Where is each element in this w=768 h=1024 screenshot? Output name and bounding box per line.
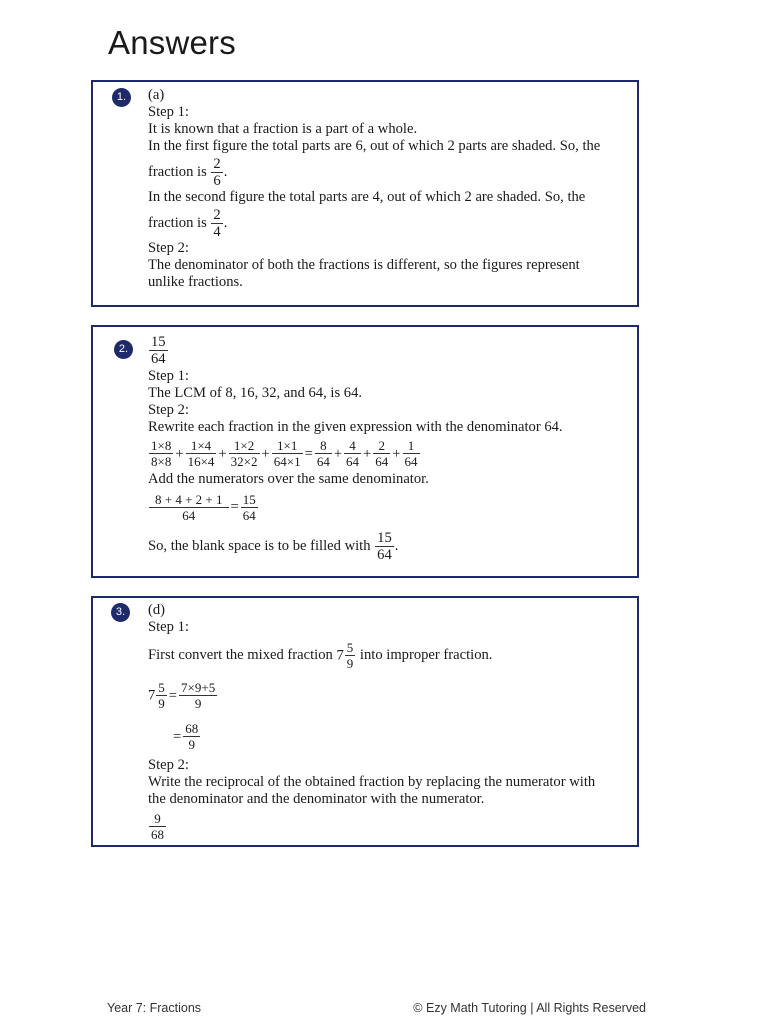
fraction [186, 438, 217, 469]
question-number-badge: 3. [111, 603, 130, 622]
text-fragment: into improper fraction. [359, 647, 493, 663]
denominator: 32×2 [230, 454, 258, 470]
period: . [223, 215, 228, 232]
text-line: The LCM of 8, 16, 32, and 64, is 64. [148, 385, 363, 401]
step-label: Step 1: [148, 619, 189, 635]
denominator: 64×1 [273, 454, 301, 470]
denominator: 64 [316, 454, 330, 470]
text-fragment: fraction is [148, 164, 207, 180]
numerator: 8 + 4 + 2 + 1 [149, 492, 229, 508]
denominator: 64 [375, 454, 389, 470]
text-line: Rewrite each fraction in the given expression with the denominator 64. [148, 419, 563, 435]
fraction [183, 721, 200, 752]
step-label: Step 2: [148, 402, 189, 418]
numerator: 68 [185, 721, 199, 737]
step-label: Step 1: [148, 104, 189, 120]
plus-sign: + [392, 445, 401, 462]
period: . [223, 164, 228, 180]
denominator: 4 [213, 224, 221, 241]
fraction [229, 438, 260, 469]
fraction-line [148, 155, 627, 189]
answer-box-3 [91, 596, 639, 847]
fraction [272, 438, 303, 469]
text-line: In the second figure the total parts are 4, out of which 2 are shaded. So, the [148, 189, 586, 206]
fraction [373, 438, 390, 469]
step-label: Step 2: [148, 240, 189, 257]
fraction [156, 680, 167, 711]
denominator: 9 [158, 696, 165, 712]
fraction [211, 207, 222, 240]
page-title: Answers [108, 24, 236, 61]
text-line [148, 636, 627, 675]
question-number-badge: 1. [112, 88, 131, 107]
equation-line [148, 488, 627, 527]
equation-line [148, 716, 627, 757]
answer-fraction [149, 334, 168, 367]
numerator: 2 [213, 207, 221, 224]
fraction [179, 680, 217, 711]
answer-content-3 [148, 602, 627, 844]
fraction [344, 438, 361, 469]
fraction [149, 492, 229, 523]
numerator: 1×8 [151, 438, 172, 454]
equation-line [148, 436, 627, 471]
numerator: 4 [344, 438, 361, 454]
numerator: 5 [158, 680, 165, 696]
answer-box-1 [91, 80, 639, 307]
fraction [375, 530, 394, 563]
text-line: the denominator and the denominator with the numerator. [148, 790, 485, 807]
equals-sign: = [230, 499, 239, 516]
plus-sign: + [218, 445, 227, 462]
whole-number: 7 [336, 647, 344, 664]
text-line: Add the numerators over the same denominator. [148, 470, 429, 487]
fraction [345, 640, 356, 671]
text-line: It is known that a fraction is a part of a whole. [148, 121, 418, 137]
step-label: Step 2: [148, 756, 189, 773]
step-label: Step 1: [148, 368, 189, 384]
answer-fraction-line [148, 808, 627, 844]
denominator: 9 [194, 696, 202, 712]
text-line: The denominator of both the fractions is different, so the figures represent [148, 257, 580, 274]
denominator: 8×8 [151, 454, 172, 470]
conclusion-line [148, 526, 627, 566]
denominator: 6 [213, 173, 221, 190]
text-fragment: fraction is [148, 215, 207, 232]
numerator: 8 [315, 438, 332, 454]
numerator: 15 [151, 334, 166, 351]
numerator: 15 [377, 530, 392, 547]
text-fragment: So, the blank space is to be filled with [148, 538, 371, 555]
numerator: 9 [149, 811, 166, 827]
period: . [394, 538, 399, 555]
answer-content-1 [148, 87, 627, 291]
whole-number: 7 [148, 687, 156, 704]
text-fragment: First convert the mixed fraction [148, 647, 333, 663]
answer-option: (d) [148, 602, 166, 618]
fraction [241, 492, 258, 523]
numerator: 2 [213, 156, 221, 173]
denominator: 64 [404, 454, 418, 470]
plus-sign: + [175, 445, 184, 462]
denominator: 64 [346, 454, 360, 470]
plus-sign: + [333, 445, 343, 462]
fraction [149, 811, 166, 842]
numerator: 1×1 [272, 438, 303, 454]
answer-fraction-line [148, 332, 627, 368]
answer-content-2 [148, 332, 627, 566]
denominator: 16×4 [187, 454, 215, 470]
fraction-line [148, 206, 627, 240]
numerator: 7×9+5 [181, 680, 216, 696]
numerator: 1 [403, 438, 420, 454]
numerator: 1×2 [229, 438, 260, 454]
footer-left-text: Year 7: Fractions [107, 1001, 202, 1015]
mixed-fraction [148, 675, 168, 716]
denominator: 9 [188, 737, 195, 753]
numerator: 5 [346, 640, 354, 656]
equation-line [148, 675, 627, 716]
footer-copyright: © Ezy Math Tutoring | All Rights Reserved [413, 1001, 646, 1015]
fraction [149, 438, 173, 469]
numerator: 15 [242, 491, 256, 507]
plus-sign: + [363, 445, 372, 462]
denominator: 9 [346, 656, 354, 672]
numerator: 2 [373, 438, 390, 454]
text-line: Write the reciprocal of the obtained fraction by replacing the numerator with [148, 773, 596, 790]
denominator: 64 [182, 507, 196, 523]
fraction [211, 156, 222, 189]
mixed-fraction [336, 636, 356, 675]
fraction [403, 438, 420, 469]
denominator: 68 [151, 826, 164, 842]
text-line: unlike fractions. [148, 274, 243, 291]
answer-option: (a) [148, 87, 165, 103]
denominator: 64 [242, 507, 256, 523]
equals-sign: = [168, 687, 178, 704]
denominator: 64 [377, 547, 392, 564]
answer-box-2 [91, 325, 639, 578]
numerator: 1×4 [186, 438, 217, 454]
plus-sign: + [261, 445, 270, 462]
equals-sign: = [304, 445, 313, 462]
question-number-badge: 2. [114, 340, 133, 359]
text-line: In the first figure the total parts are 6, out of which 2 parts are shaded. So, the [148, 138, 601, 154]
equals-sign: = [173, 728, 182, 745]
fraction [315, 438, 332, 469]
denominator: 64 [151, 351, 166, 368]
